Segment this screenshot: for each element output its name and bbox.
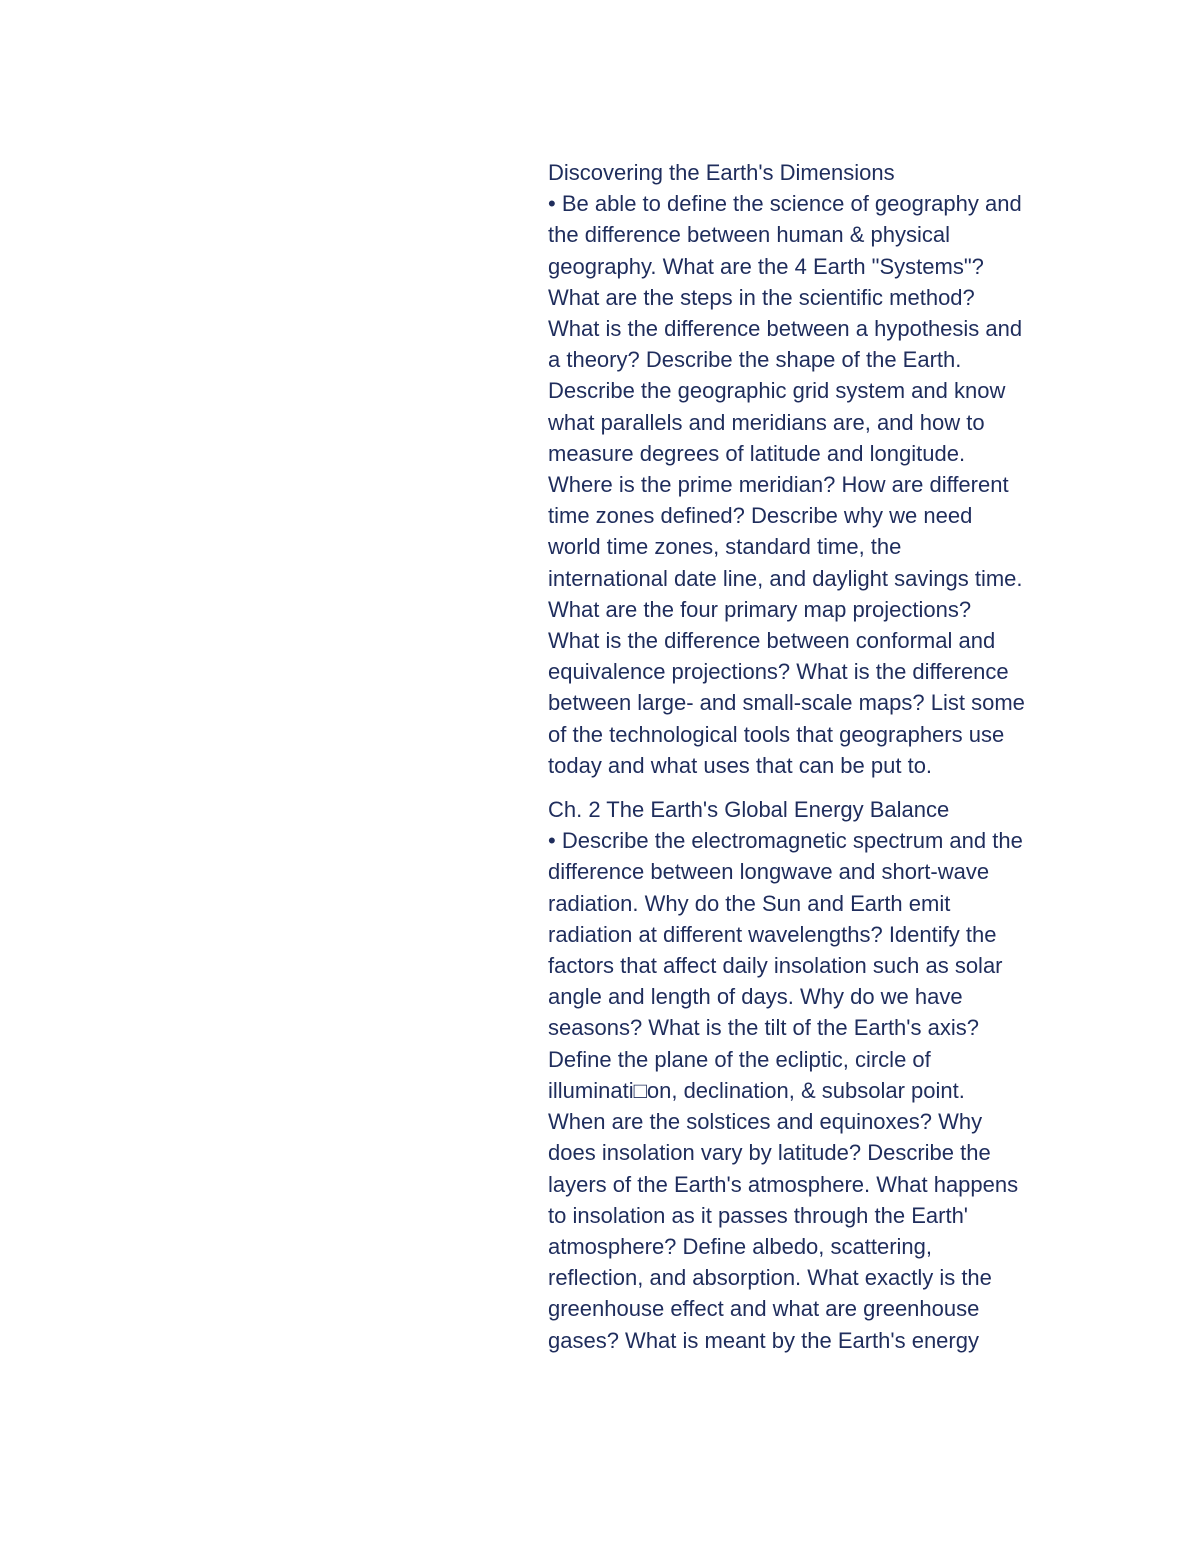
text-line: geography. What are the 4 Earth "Systems"? <box>548 253 984 279</box>
text-line: difference between longwave and short-wave <box>548 859 990 885</box>
section-energy-balance <box>548 794 1068 1356</box>
text-line: atmosphere? Define albedo, scattering, <box>548 1233 933 1259</box>
text-line: angle and length of days. Why do we have <box>548 984 963 1010</box>
text-line: international date line, and daylight savings time. <box>548 565 1023 591</box>
text-line: time zones defined? Describe why we need <box>548 503 973 529</box>
text-line: does insolation vary by latitude? Describe the <box>548 1140 991 1166</box>
text-line: of the technological tools that geographers use <box>548 721 1005 747</box>
text-line: reflection, and absorption. What exactly is the <box>548 1265 992 1291</box>
text-line: measure degrees of latitude and longitude. <box>548 440 966 466</box>
text-line: the difference between human & physical <box>548 222 950 248</box>
text-line: • Be able to define the science of geography and <box>548 191 1022 217</box>
text-line: Where is the prime meridian? How are different <box>548 472 1009 498</box>
text-line: radiation at different wavelengths? Identify the <box>548 921 997 947</box>
text-line: factors that affect daily insolation such as solar <box>548 953 1003 979</box>
text-line: greenhouse effect and what are greenhouse <box>548 1296 980 1322</box>
section-heading: Ch. 2 The Earth's Global Energy Balance <box>548 797 950 823</box>
text-line: equivalence projections? What is the difference <box>548 659 1009 685</box>
text-line: between large- and small-scale maps? List some <box>548 690 1025 716</box>
text-line: illuminati□on, declination, & subsolar point. <box>548 1077 965 1103</box>
text-line: what parallels and meridians are, and how to <box>548 409 985 435</box>
text-line: Define the plane of the ecliptic, circle of <box>548 1046 931 1072</box>
text-line: When are the solstices and equinoxes? Why <box>548 1109 983 1135</box>
text-line: Describe the geographic grid system and know <box>548 378 1006 404</box>
text-line: gases? What is meant by the Earth's energy <box>548 1327 979 1353</box>
text-line: What are the four primary map projections? <box>548 596 972 622</box>
text-line: radiation. Why do the Sun and Earth emit <box>548 890 951 916</box>
text-line: What is the difference between a hypothesis and <box>548 316 1023 342</box>
text-line: What is the difference between conformal and <box>548 628 996 654</box>
section-heading: Discovering the Earth's Dimensions <box>548 160 895 185</box>
text-line: • Describe the electromagnetic spectrum and the <box>548 828 1023 854</box>
text-line: What are the steps in the scientific method? <box>548 284 975 310</box>
text-line: a theory? Describe the shape of the Earth. <box>548 347 962 373</box>
text-line: seasons? What is the tilt of the Earth's axis? <box>548 1015 979 1041</box>
text-line: world time zones, standard time, the <box>548 534 902 560</box>
text-column <box>548 157 1068 1356</box>
text-line: today and what uses that can be put to. <box>548 752 933 778</box>
text-line: to insolation as it passes through the Earth' <box>548 1202 969 1228</box>
text-line: layers of the Earth's atmosphere. What happens <box>548 1171 1019 1197</box>
section-earth-dimensions <box>548 157 1068 781</box>
